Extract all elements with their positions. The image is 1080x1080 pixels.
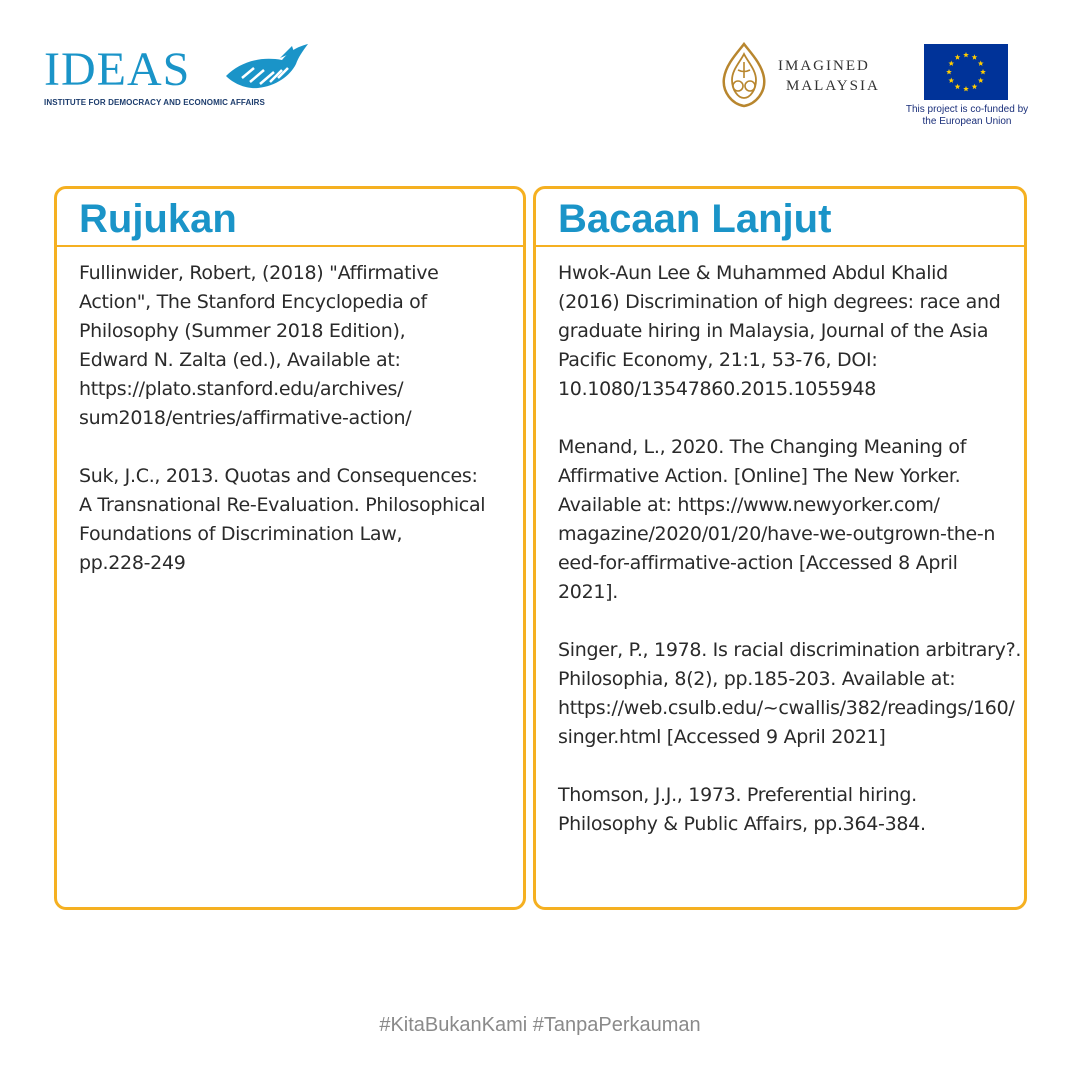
rujukan-title: Rujukan <box>79 197 237 241</box>
reference-line: https://web.csulb.edu/~cwallis/382/readings/160/ <box>558 697 1015 719</box>
reference-entry <box>558 636 1022 752</box>
eu-flag-icon <box>924 44 1008 100</box>
reference-line: Philosophy (Summer 2018 Edition), <box>79 320 406 342</box>
reference-line: Thomson, J.J., 1973. Preferential hiring. <box>558 784 917 806</box>
reference-line: Edward N. Zalta (ed.), Available at: <box>79 349 401 371</box>
reference-line: Philosophy & Public Affairs, pp.364-384. <box>558 813 926 835</box>
malaysia-text: MALAYSIA <box>786 78 880 94</box>
reference-line: Available at: https://www.newyorker.com/ <box>558 494 940 516</box>
imagined-text: IMAGINED <box>778 58 870 74</box>
bacaan-lanjut-title: Bacaan Lanjut <box>558 197 832 241</box>
reference-line: Affirmative Action. [Online] The New Yorker. <box>558 465 961 487</box>
reference-line: (2016) Discrimination of high degrees: race and <box>558 291 1001 313</box>
imagined-malaysia-logo <box>720 42 900 108</box>
reference-line: graduate hiring in Malaysia, Journal of the Asia <box>558 320 989 342</box>
reference-line: https://plato.stanford.edu/archives/ <box>79 378 404 400</box>
reference-line: magazine/2020/01/20/have-we-outgrown-the-n <box>558 523 996 545</box>
reference-line: Menand, L., 2020. The Changing Meaning of <box>558 436 967 458</box>
rujukan-divider <box>57 245 523 247</box>
ideas-subtitle: INSTITUTE FOR DEMOCRACY AND ECONOMIC AFFAIRS <box>44 98 265 107</box>
reference-line: sum2018/entries/affirmative-action/ <box>79 407 412 429</box>
hashtags: #KitaBukanKami #TanpaPerkauman <box>379 1014 701 1036</box>
eu-caption-line2: the European Union <box>922 116 1012 127</box>
reference-line: Suk, J.C., 2013. Quotas and Consequences: <box>79 465 478 487</box>
wayang-emblem-icon <box>720 42 768 108</box>
reference-line: Singer, P., 1978. Is racial discrimination arbitrary?. <box>558 639 1022 661</box>
reference-entry <box>79 259 509 433</box>
reference-entry <box>558 433 1010 607</box>
rujukan-panel <box>54 186 526 910</box>
reference-line: Hwok-Aun Lee & Muhammed Abdul Khalid <box>558 262 948 284</box>
reference-entry <box>558 781 1010 839</box>
eu-caption-line1: This project is co-funded by <box>905 104 1029 115</box>
bird-icon <box>220 42 310 94</box>
ideas-logo <box>44 40 284 120</box>
reference-line: singer.html [Accessed 9 April 2021] <box>558 726 886 748</box>
reference-line: Action", The Stanford Encyclopedia of <box>79 291 427 313</box>
reference-line: A Transnational Re-Evaluation. Philosophical <box>79 494 486 516</box>
bacaan-lanjut-reference-list <box>558 259 1022 868</box>
reference-line: Philosophia, 8(2), pp.185-203. Available at: <box>558 668 956 690</box>
reference-line: 2021]. <box>558 581 619 603</box>
reference-line: Foundations of Discrimination Law, <box>79 523 403 545</box>
reference-line: Fullinwider, Robert, (2018) "Affirmative <box>79 262 439 284</box>
bacaan-lanjut-divider <box>536 245 1024 247</box>
reference-line: pp.228-249 <box>79 552 186 574</box>
bacaan-lanjut-panel <box>533 186 1027 910</box>
reference-entry <box>558 259 1010 404</box>
reference-line: eed-for-affirmative-action [Accessed 8 April <box>558 552 958 574</box>
ideas-logo-text: IDEAS <box>44 43 191 96</box>
reference-entry <box>79 462 509 578</box>
reference-line: 10.1080/13547860.2015.1055948 <box>558 378 877 400</box>
reference-line: Pacific Economy, 21:1, 53-76, DOI: <box>558 349 878 371</box>
eu-caption <box>894 104 1040 128</box>
rujukan-reference-list <box>79 259 509 607</box>
